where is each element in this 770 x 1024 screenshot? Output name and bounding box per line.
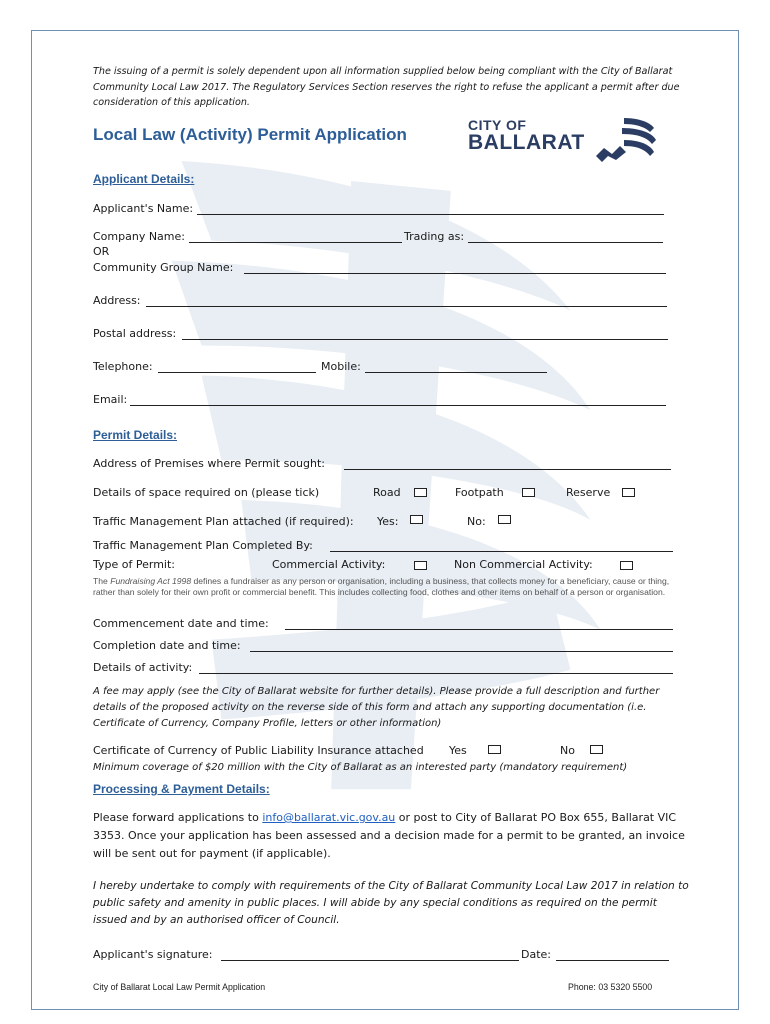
postal-address-label: Postal address:	[93, 327, 177, 340]
footer-phone: Phone: 03 5320 5500	[568, 982, 653, 992]
completion-label: Completion date and time:	[93, 639, 241, 652]
activity-details-label: Details of activity:	[93, 661, 193, 674]
insurance-no-label: No	[560, 744, 575, 757]
address-field[interactable]	[146, 306, 667, 307]
telephone-label: Telephone:	[93, 360, 153, 373]
footer-title: City of Ballarat Local Law Permit Application	[93, 982, 266, 992]
mobile-field[interactable]	[365, 372, 547, 373]
logo-mark-icon	[594, 116, 662, 166]
undertaking-text: I hereby undertake to comply with requirements of the City of Ballarat Community Local Law 2017 in relation to public safety and amenity in public places. I will abide by any special conditions as required on the permit issued and by an authorised officer of Council.	[93, 880, 689, 926]
processing-payment-heading: Processing & Payment Details:	[93, 782, 270, 796]
space-footpath-checkbox[interactable]	[522, 488, 535, 497]
traffic-plan-yes-label: Yes:	[377, 515, 399, 528]
insurance-label: Certificate of Currency of Public Liability Insurance attached	[93, 744, 424, 757]
space-option-road-label: Road	[373, 486, 401, 499]
applicant-details-heading: Applicant Details:	[93, 172, 195, 186]
insurance-yes-label: Yes	[449, 744, 467, 757]
traffic-plan-yes-checkbox[interactable]	[410, 515, 423, 524]
traffic-plan-no-checkbox[interactable]	[498, 515, 511, 524]
completion-field[interactable]	[250, 651, 673, 652]
insurance-no-checkbox[interactable]	[590, 745, 603, 754]
fundraising-act-title: Fundraising Act 1998	[110, 576, 192, 586]
date-field[interactable]	[556, 960, 669, 961]
commencement-field[interactable]	[285, 629, 673, 630]
community-group-field[interactable]	[244, 273, 666, 274]
mobile-label: Mobile:	[321, 360, 361, 373]
traffic-completed-field[interactable]	[330, 551, 673, 552]
or-label: OR	[93, 245, 110, 258]
fee-note: A fee may apply (see the City of Ballarat website for further details). Please provide a full description and further details of the proposed activity on the reverse side of this form and attach any supporting documentation (i.e. Certificate of Currency, Company Profile, letters or other information)	[93, 686, 660, 729]
permit-type-label: Type of Permit:	[93, 558, 175, 571]
premises-address-label: Address of Premises where Permit sought:	[93, 457, 325, 470]
logo-line-1: CITY OF	[468, 117, 527, 133]
processing-text-after: or post to City of Ballarat PO Box 655, Ballarat VIC 3353. Once your application has been assessed and a decision made for a permit to be granted, an invoice will be sent out for payment (if applicable).	[93, 811, 685, 860]
insurance-yes-checkbox[interactable]	[488, 745, 501, 754]
non-commercial-activity-checkbox[interactable]	[620, 561, 633, 570]
page-title: Local Law (Activity) Permit Application	[93, 125, 407, 144]
permit-details-heading: Permit Details:	[93, 428, 178, 442]
traffic-completed-label: Traffic Management Plan Completed By:	[93, 539, 313, 552]
processing-text-before: Please forward applications to	[93, 811, 263, 824]
company-name-label: Company Name:	[93, 230, 185, 243]
signature-field[interactable]	[221, 960, 519, 961]
email-field[interactable]	[130, 405, 666, 406]
intro-text: The issuing of a permit is solely dependent upon all information supplied below being compliant with the City of Ballarat Community Local Law 2017. The Regulatory Services Section reserves the right to refuse the applicant a permit after due consideration of this application.	[93, 66, 680, 108]
space-option-reserve-label: Reserve	[566, 486, 611, 499]
space-required-label: Details of space required on (please tick)	[93, 486, 320, 499]
signature-label: Applicant's signature:	[93, 948, 213, 961]
logo-line-2: BALLARAT	[468, 131, 585, 154]
date-label: Date:	[521, 948, 551, 961]
fundraising-note-prefix: The	[93, 576, 111, 586]
commercial-activity-checkbox[interactable]	[414, 561, 427, 570]
commercial-activity-label: Commercial Activity:	[272, 558, 386, 571]
non-commercial-activity-label: Non Commercial Activity:	[454, 558, 593, 571]
traffic-plan-no-label: No:	[467, 515, 486, 528]
processing-instructions	[93, 809, 693, 863]
applicant-name-label: Applicant's Name:	[93, 202, 194, 215]
space-road-checkbox[interactable]	[414, 488, 427, 497]
activity-details-field[interactable]	[199, 673, 673, 674]
traffic-plan-label: Traffic Management Plan attached (if required):	[93, 515, 354, 528]
trading-as-label: Trading as:	[404, 230, 465, 243]
space-option-footpath-label: Footpath	[455, 486, 504, 499]
community-group-label: Community Group Name:	[93, 261, 234, 274]
email-label: Email:	[93, 393, 128, 406]
space-reserve-checkbox[interactable]	[622, 488, 635, 497]
applicant-name-field[interactable]	[197, 214, 664, 215]
coverage-note: Minimum coverage of $20 million with the City of Ballarat as an interested party (mandatory requirement)	[93, 762, 628, 773]
fundraising-note-text: defines a fundraiser as any person or organisation, including a business, that collects money for a beneficiary, cause or thing, rather than solely for their own profit or commercial benefit. This includes collecting food, clothes and other items on behalf of a person or organisation.	[93, 576, 670, 597]
trading-as-field[interactable]	[468, 242, 663, 243]
address-label: Address:	[93, 294, 141, 307]
premises-address-field[interactable]	[344, 469, 671, 470]
company-name-field[interactable]	[189, 242, 402, 243]
telephone-field[interactable]	[158, 372, 316, 373]
postal-address-field[interactable]	[182, 339, 668, 340]
form-page	[31, 30, 739, 1010]
council-email-link[interactable]: info@ballarat.vic.gov.au	[262, 811, 396, 824]
commencement-label: Commencement date and time:	[93, 617, 269, 630]
city-logo	[468, 118, 585, 154]
fundraising-note	[93, 576, 673, 597]
